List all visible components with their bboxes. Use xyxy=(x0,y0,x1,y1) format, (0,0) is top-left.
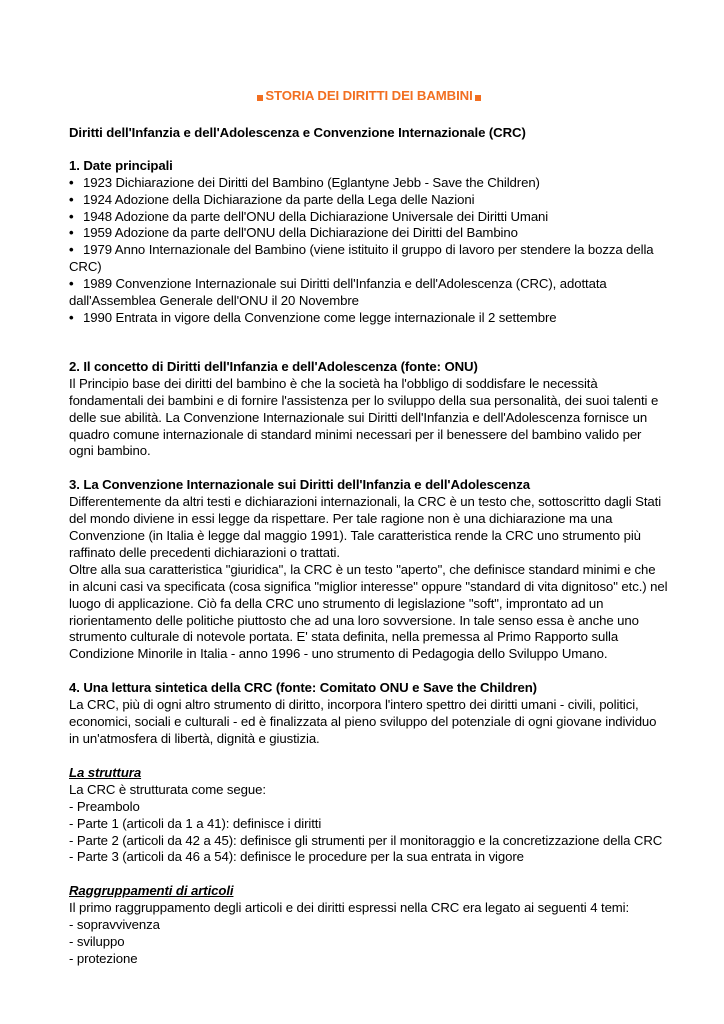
struttura-line: La CRC è strutturata come segue: xyxy=(69,781,266,797)
document-title: STORIA DEI DIRITTI DEI BAMBINI xyxy=(265,88,473,103)
struttura-line: - Parte 2 (articoli da 42 a 45): definisce gli strumenti per il monitoraggio e la concretizzazione della CRC xyxy=(69,832,663,848)
struttura-heading: La struttura xyxy=(69,764,142,780)
raggruppamenti-line: - protezione xyxy=(69,950,138,966)
orange-square-icon xyxy=(475,95,481,101)
list-item: • 1990 Entrata in vigore della Convenzione come legge internazionale il 2 settembre xyxy=(69,309,557,325)
section-3-heading: 3. La Convenzione Internazionale sui Diritti dell'Infanzia e dell'Adolescenza xyxy=(69,477,530,493)
struttura-line: - Parte 1 (articoli da 1 a 41): definisce i diritti xyxy=(69,815,322,831)
list-item: • 1959 Adozione da parte dell'ONU della Dichiarazione dei Diritti del Bambino xyxy=(69,225,518,241)
bullet-icon: • xyxy=(69,276,74,292)
section-4-text: La CRC, più di ogni altro strumento di diritto, incorpora l'intero spettro dei diritti umani - civili, politici, economici, sociali e culturali - ed è finalizzata al pieno sviluppo del potenziale di ogni giovane individuo in un'atmosfera di libertà, dignità e giustizia. xyxy=(69,697,657,746)
bullet-icon: • xyxy=(69,309,74,325)
raggruppamenti-line: Il primo raggruppamento degli articoli e dei diritti espressi nella CRC era legato ai seguenti 4 temi: xyxy=(69,900,630,916)
document-title-line xyxy=(69,88,669,105)
spacer xyxy=(69,663,669,680)
section-1-heading: 1. Date principali xyxy=(69,157,173,173)
spacer xyxy=(69,748,669,765)
raggruppamenti-line: - sviluppo xyxy=(69,934,125,950)
document-page xyxy=(69,88,669,968)
section-3-text-1: Differentemente da altri testi e dichiarazioni internazionali, la CRC è un testo che, sottoscritto dagli Stati del mondo diviene in essi legge da rispettare. Per tale ragione non è una dichiarazione ma una Convenzione (in Italia è legge dal maggio 1991). Tale caratteristica rende la CRC uno strumento più raffinato delle precedenti dichiarazioni o trattati. xyxy=(69,494,662,560)
raggruppamenti-line: - sopravvivenza xyxy=(69,917,160,933)
orange-square-icon xyxy=(257,95,263,101)
bullet-icon: • xyxy=(69,174,74,190)
struttura-line: - Parte 3 (articoli da 46 a 54): definisce le procedure per la sua entrata in vigore xyxy=(69,849,524,865)
bullet-icon: • xyxy=(69,225,74,241)
section-3-text-2: Oltre alla sua caratteristica "giuridica", la CRC è un testo "aperto", che definisce standard minimi e che in alcuni casi va specificata (cosa significa "miglior interesse" oppure "standard di vita dignitoso" etc.) nel luogo di applicazione. Ciò fa della CRC uno strumento di legislazione "soft", improntato ad un riorientamento delle politiche piuttosto che ad una loro sovversione. In tale senso essa è anche uno strumento culturale di notevole portata. E' stata definita, nella premessa al Primo Rapporto sulla Condizione Minorile in Italia - anno 1996 - uno strumento di Pedagogia dello Sviluppo Umano. xyxy=(69,561,668,662)
bullet-icon: • xyxy=(69,208,74,224)
list-item: • 1989 Convenzione Internazionale sui Diritti dell'Infanzia e dell'Adolescenza (CRC), adottata dall'Assemblea Generale dell'ONU il 20 Novembre xyxy=(69,276,607,309)
struttura-line: - Preambolo xyxy=(69,798,140,814)
list-item: • 1924 Adozione della Dichiarazione da parte della Lega delle Nazioni xyxy=(69,191,475,207)
list-item: • 1923 Dichiarazione dei Diritti del Bambino (Eglantyne Jebb - Save the Children) xyxy=(69,174,540,190)
dates-list xyxy=(69,175,669,327)
bullet-icon: • xyxy=(69,191,74,207)
spacer xyxy=(69,866,669,883)
list-item: • 1948 Adozione da parte dell'ONU della Dichiarazione Universale dei Diritti Umani xyxy=(69,208,549,224)
document-subtitle: Diritti dell'Infanzia e dell'Adolescenza e Convenzione Internazionale (CRC) xyxy=(69,124,526,140)
section-2-heading: 2. Il concetto di Diritti dell'Infanzia e dell'Adolescenza (fonte: ONU) xyxy=(69,358,478,374)
raggruppamenti-heading: Raggruppamenti di articoli xyxy=(69,883,234,899)
spacer xyxy=(69,460,669,477)
spacer xyxy=(69,327,669,359)
list-item: • 1979 Anno Internazionale del Bambino (viene istituito il gruppo di lavoro per stendere la bozza della CRC) xyxy=(69,242,654,275)
bullet-icon: • xyxy=(69,242,74,258)
section-4-heading: 4. Una lettura sintetica della CRC (fonte: Comitato ONU e Save the Children) xyxy=(69,680,537,696)
section-2-text: Il Principio base dei diritti del bambino è che la società ha l'obbligo di soddisfare le necessità fondamentali dei bambini e di fornire l'assistenza per lo sviluppo della sua personalità, dei suoi talenti e delle sue abilità. La Convenzione Internazionale sui Diritti dell'Infanzia e dell'Adolescenza fornisce un quadro comune internazionale di standard minimi necessari per il benessere del bambino valido per ogni bambino. xyxy=(69,375,659,459)
